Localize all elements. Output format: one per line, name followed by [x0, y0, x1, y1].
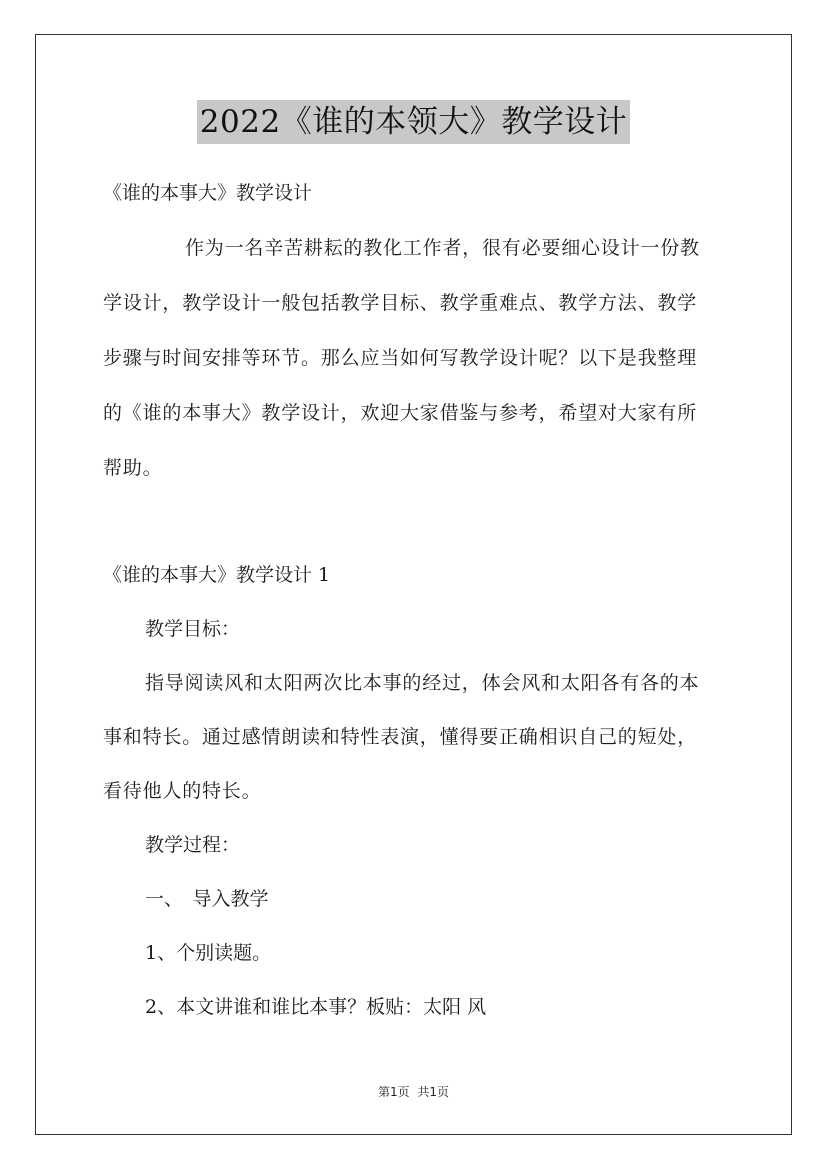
intro-line-1: 作为一名辛苦耕耘的教化工作者，很有必要细心设计一份教 [185, 237, 700, 259]
section1-heading: 《谁的本事大》教学设计 1 [103, 564, 331, 586]
goal-label: 教学目标： [145, 618, 241, 640]
title-wrap [0, 100, 827, 144]
goal-line-2: 事和特长。通过感情朗读和特性表演，懂得要正确相识自己的短处， [103, 726, 698, 748]
goal-line-1: 指导阅读风和太阳两次比本事的经过，体会风和太阳各有各的本 [145, 672, 700, 694]
process-label: 教学过程： [145, 834, 241, 856]
intro-line-4: 的《谁的本事大》教学设计，欢迎大家借鉴与参考，希望对大家有所 [103, 402, 698, 424]
item-2: 2、本文讲谁和谁比本事？板贴：太阳 风 [145, 996, 487, 1018]
item-1: 1、个别读题。 [145, 942, 272, 964]
subtitle: 《谁的本事大》教学设计 [103, 182, 313, 204]
page-footer [0, 1084, 827, 1100]
page-total: 共1页 [417, 1085, 450, 1099]
document-title: 2022《谁的本领大》教学设计 [197, 100, 630, 144]
intro-line-3: 步骤与时间安排等环节。那么应当如何写教学设计呢？以下是我整理 [103, 347, 698, 369]
goal-line-3: 看待他人的特长。 [103, 780, 262, 802]
page-current: 第1页 [377, 1085, 410, 1099]
intro-line-5: 帮助。 [103, 457, 163, 479]
step-intro: 一、 导入教学 [145, 888, 269, 910]
intro-line-2: 学设计，教学设计一般包括教学目标、教学重难点、教学方法、教学 [103, 292, 698, 314]
